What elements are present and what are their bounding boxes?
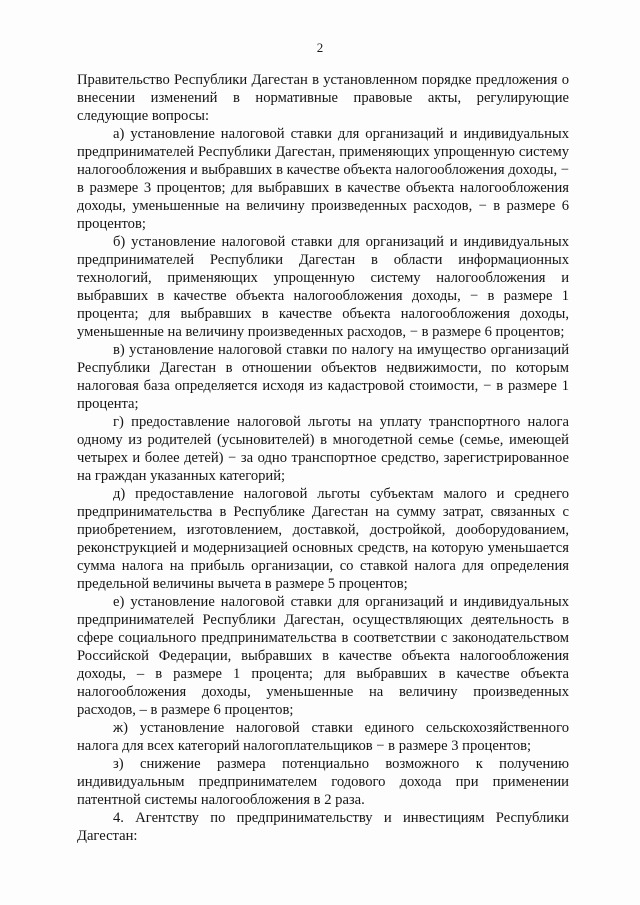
paragraph-section-4: 4. Агентству по предпринимательству и инвестициям Республики Дагестан: <box>77 810 569 844</box>
paragraph-item-b: б) установление налоговой ставки для организаций и индивидуальных предпринимателей Республики Дагестан в области информационных технологий, применяющих упрощенную систему налогообложения и выбравших в качестве объекта налогообложения доходы, − в размере 1 процента; для выбравших в качестве объекта налогообложения доходы, уменьшенные на величину произведенных расходов, − в размере 6 процентов; <box>77 234 569 340</box>
page-number: 2 <box>316 40 324 55</box>
paragraph-item-z: з) снижение размера потенциально возможного к получению индивидуальным предпринимателем годового дохода при применении патентной системы налогообложения в 2 раза. <box>77 756 569 808</box>
paragraph-item-zh: ж) установление налоговой ставки единого сельскохозяйственного налога для всех категорий налогоплательщиков − в размере 3 процентов; <box>77 720 569 754</box>
paragraph-item-v: в) установление налоговой ставки по налогу на имущество организаций Республики Дагестан в отношении объектов недвижимости, по которым налоговая база определяется исходя из кадастровой стоимости, − в размере 1 процента; <box>77 342 569 412</box>
paragraph-item-g: г) предоставление налоговой льготы на уплату транспортного налога одному из родителей (усыновителей) в многодетной семье (семье, имеющей четырех и более детей) − за одно транспортное средство, зарегистрированное на граждан указанных категорий; <box>77 414 569 484</box>
paragraph-item-d: д) предоставление налоговой льготы субъектам малого и среднего предпринимательства в Республике Дагестан на сумму затрат, связанных с приобретением, изготовлением, доставкой, достройкой, дооборудованием, реконструкцией и модернизацией основных средств, на которую уменьшается сумма налога на прибыль организации, со ставкой налога для определения предельной величины вычета в размере 5 процентов; <box>77 486 569 592</box>
paragraph-item-a: а) установление налоговой ставки для организаций и индивидуальных предпринимателей Республики Дагестан, применяющих упрощенную систему налогообложения и выбравших в качестве объекта налогообложения доходы, − в размере 3 процентов; для выбравших в качестве объекта налогообложения доходы, уменьшенные на величину произведенных расходов, − в размере 6 процентов; <box>77 126 569 232</box>
paragraph-intro: Правительство Республики Дагестан в установленном порядке предложения о внесении изменений в нормативные правовые акты, регулирующие следующие вопросы: <box>77 72 569 124</box>
paragraph-item-e: е) установление налоговой ставки для организаций и индивидуальных предпринимателей Республики Дагестан, осуществляющих деятельность в сфере социального предпринимательства в соответствии с законодательством Российской Федерации, выбравших в качестве объекта налогообложения доходы, – в размере 1 процента; для выбравших в качестве объекта налогообложения доходы, уменьшенные на величину произведенных расходов, – в размере 6 процентов; <box>77 594 569 718</box>
document-body <box>77 71 569 845</box>
